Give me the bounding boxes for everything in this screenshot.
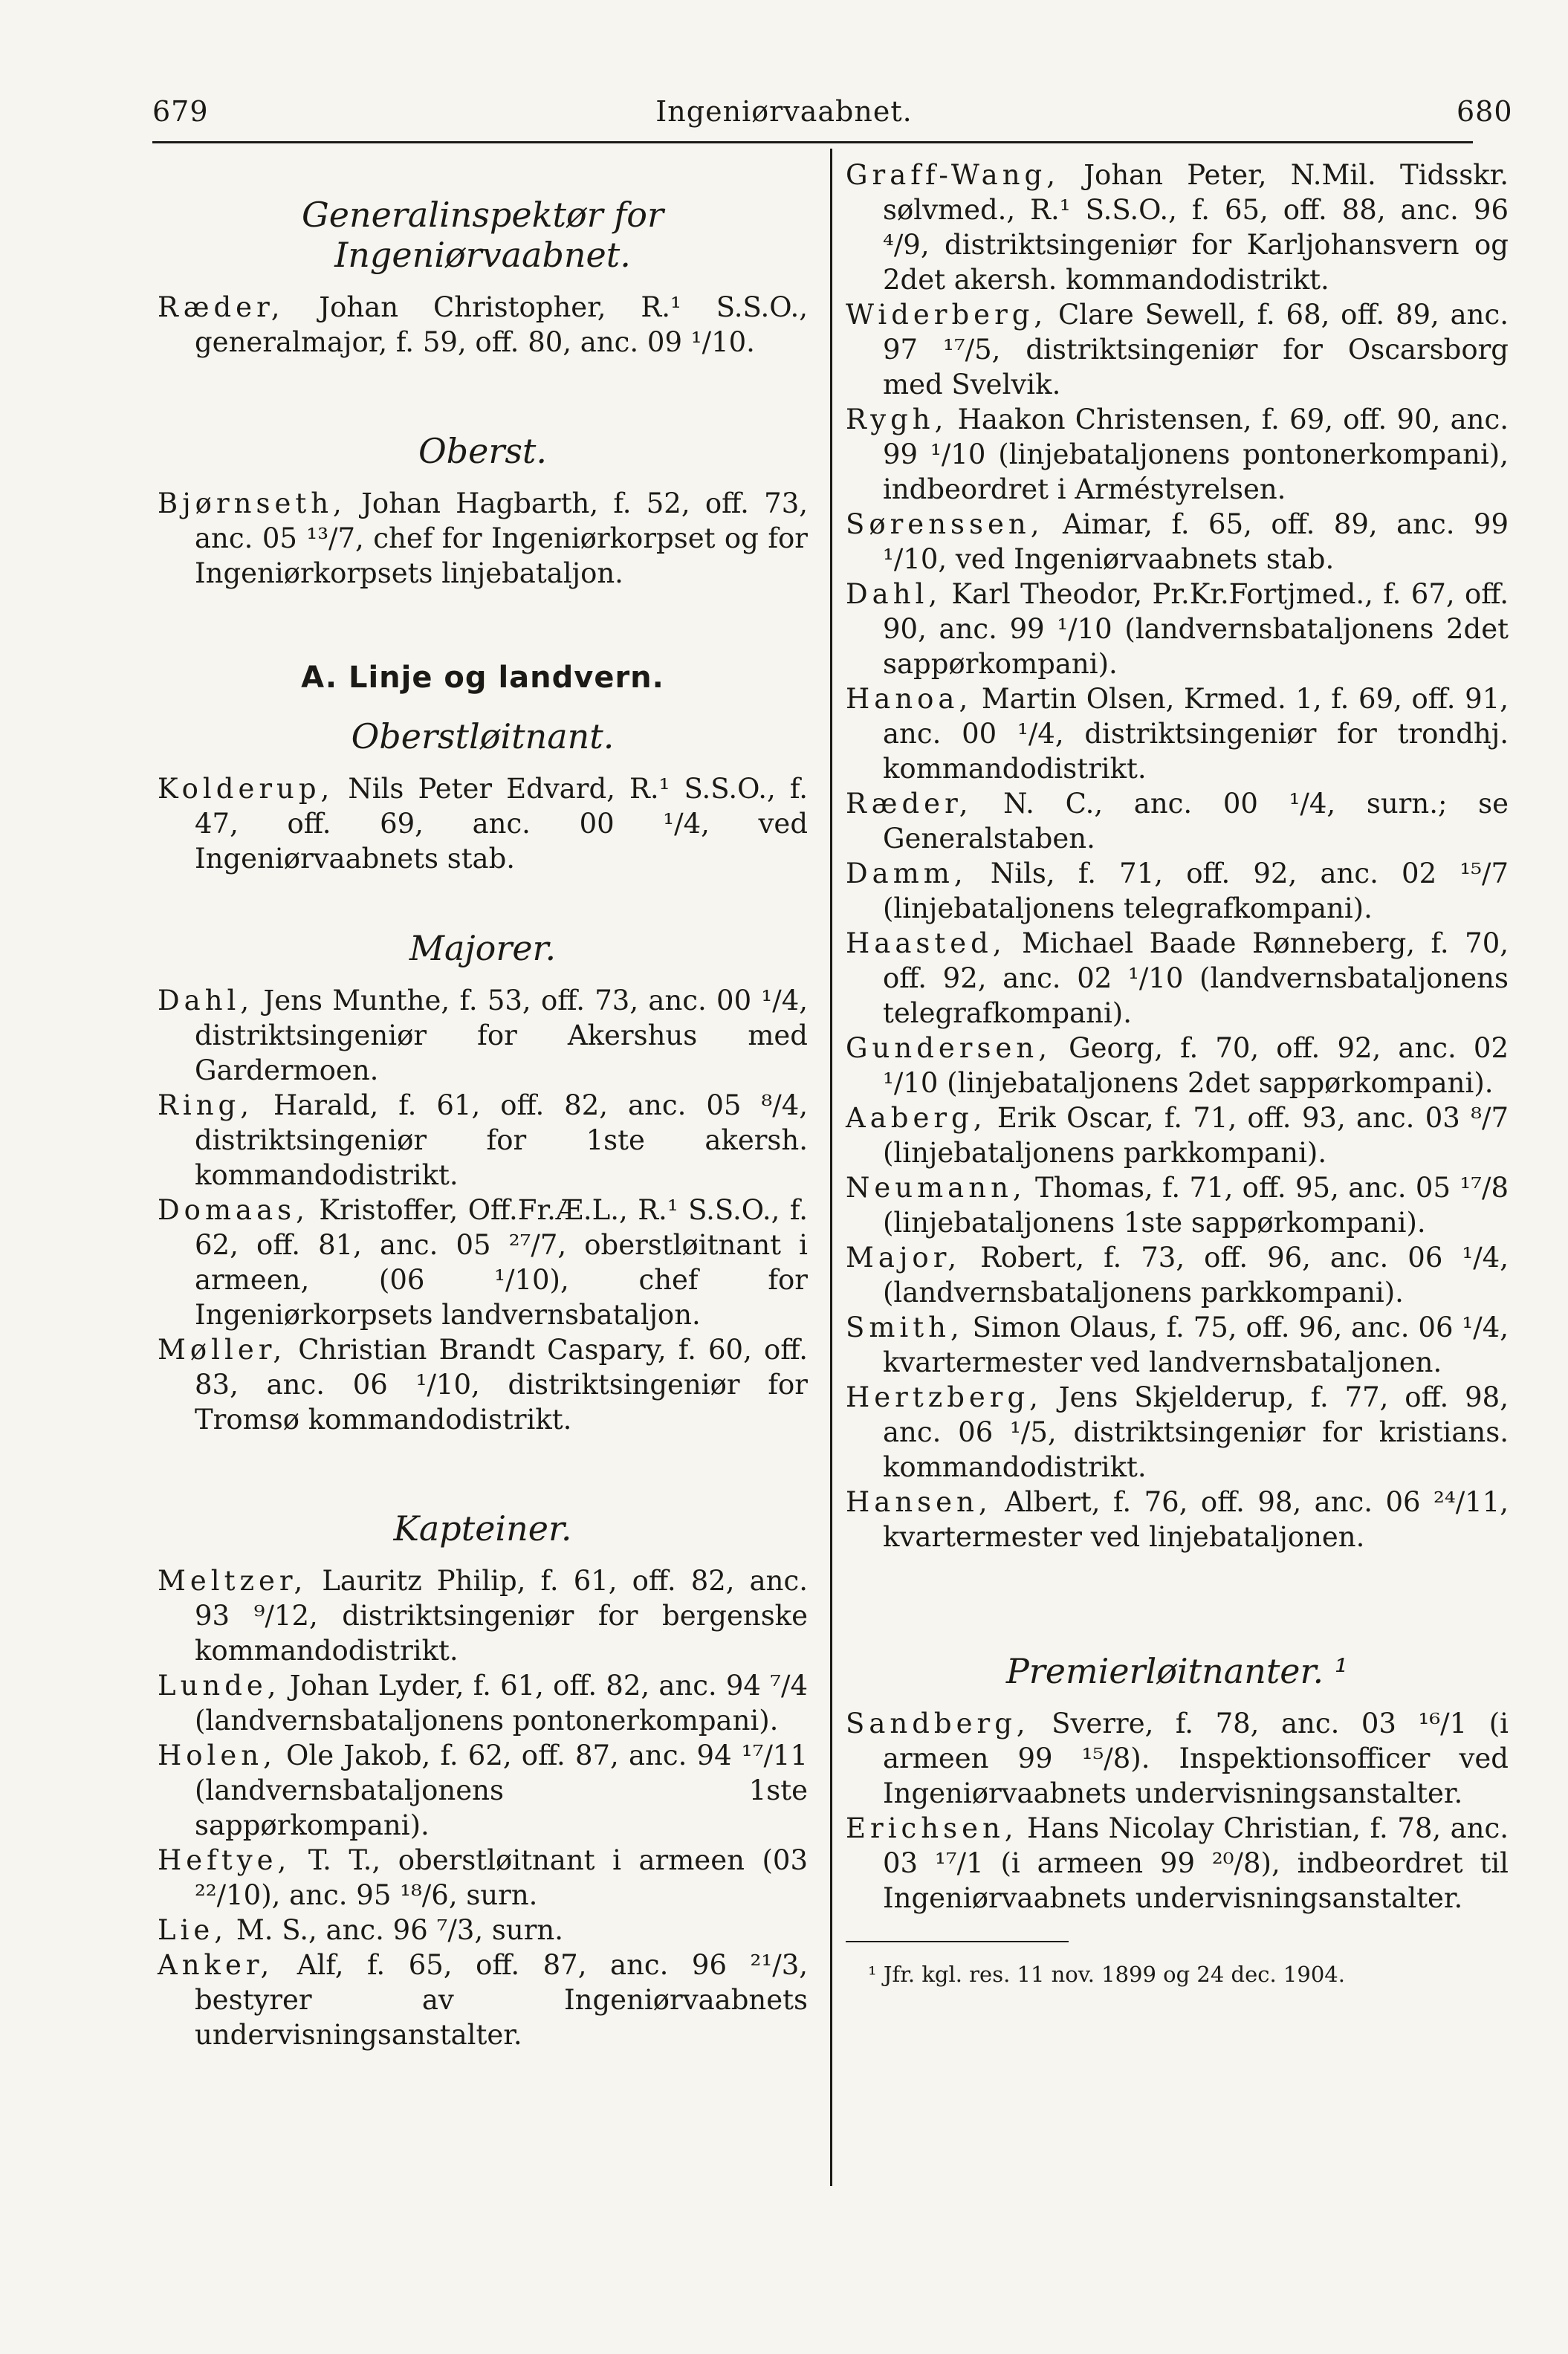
- entry-text: Johan Hagbarth, f. 52, off. 73, anc. 05 ¹³/7, chef for Ingeniørkorpset og for Ingeniørkorpsets linjebataljon.: [195, 487, 808, 589]
- entry-name: Erichsen,: [846, 1812, 1018, 1844]
- entry-text: Erik Oscar, f. 71, off. 93, anc. 03 ⁸/7 (linjebataljonens parkkompani).: [883, 1102, 1509, 1169]
- entry-text: Johan Peter, N.Mil. Tidsskr. sølvmed., R.¹ S.S.O., f. 65, off. 88, anc. 96 ⁴/9, distriktsingeniør for Karljohansvern og 2det akersh. kommandodistrikt.: [883, 159, 1509, 296]
- entry-text: Karl Theodor, Pr.Kr.Fortjmed., f. 67, off. 90, anc. 99 ¹/10 (landvernsbataljonens 2det sappørkompani).: [883, 578, 1509, 680]
- section-heading-kapteiner: Kapteiner.: [393, 1508, 572, 1549]
- entry-name: Ring,: [158, 1089, 253, 1121]
- list-item: [846, 786, 1509, 856]
- list-item: [846, 1380, 1509, 1485]
- list-item: [846, 926, 1509, 1031]
- entry-text: Haakon Christensen, f. 69, off. 90, anc. 99 ¹/10 (linjebataljonens pontonerkompani), indbeordret i Arméstyrelsen.: [883, 403, 1509, 505]
- entry-text: T. T., oberstløitnant i armeen (03 ²²/10), anc. 95 ¹⁸/6, surn.: [195, 1844, 808, 1911]
- page-number-right: 680: [1457, 95, 1513, 128]
- list-item: [846, 1811, 1509, 1916]
- entry-name: Sørenssen,: [846, 508, 1044, 540]
- entry-name: Haasted,: [846, 927, 1006, 959]
- entry-name: Neumann,: [846, 1172, 1026, 1204]
- entry-name: Hanoa,: [846, 683, 973, 715]
- entry-text: Nils Peter Edvard, R.¹ S.S.O., f. 47, off. 69, anc. 00 ¹/4, ved Ingeniørvaabnets stab.: [195, 773, 808, 875]
- entry-text: Martin Olsen, Krmed. 1, f. 69, off. 91, anc. 00 ¹/4, distriktsingeniør for trondhj. kommandodistrikt.: [883, 683, 1509, 785]
- entry-name: Gundersen,: [846, 1032, 1052, 1064]
- entry-text: Lauritz Philip, f. 61, off. 82, anc. 93 ⁹/12, distriktsingeniør for bergenske kommandodistrikt.: [195, 1565, 808, 1667]
- list-item: [158, 1913, 808, 1948]
- entry-name: Hansen,: [846, 1486, 992, 1518]
- list-item: [158, 1332, 808, 1437]
- entry-name: Graff-Wang,: [846, 159, 1060, 191]
- entry-text: Jens Skjelderup, f. 77, off. 98, anc. 06 ¹/5, distriktsingeniør for kristians. kommandodistrikt.: [883, 1381, 1509, 1483]
- running-title: Ingeniørvaabnet.: [655, 95, 913, 128]
- entry-name: Smith,: [846, 1311, 964, 1343]
- entry-name: Rygh,: [846, 403, 948, 435]
- right-column: [846, 158, 1509, 1992]
- entry-text: Kristoffer, Off.Fr.Æ.L., R.¹ S.S.O., f. 62, off. 81, anc. 05 ²⁷/7, oberstløitnant i armeen, (06 ¹/10), chef for Ingeniørkorpsets landvernsbataljon.: [195, 1194, 808, 1331]
- subheading-linje-landvern: A. Linje og landvern.: [301, 661, 664, 695]
- entry-name: Ræder,: [158, 291, 285, 323]
- left-column: [158, 195, 808, 2052]
- section-heading-premierloitnanter: Premierløitnanter. ¹: [1005, 1651, 1349, 1691]
- entry-name: Widerberg,: [846, 299, 1048, 331]
- list-item: [158, 1193, 808, 1332]
- entry-text: Clare Sewell, f. 68, off. 89, anc. 97 ¹⁷/5, distriktsingeniør for Oscarsborg med Svelvik.: [883, 299, 1509, 401]
- entry-name: Kolderup,: [158, 773, 334, 805]
- entry-text: Johan Christopher, R.¹ S.S.O., generalmajor, f. 59, off. 80, anc. 09 ¹/10.: [195, 291, 808, 358]
- entry-name: Hertzberg,: [846, 1381, 1043, 1413]
- entry-name: Lie,: [158, 1914, 228, 1946]
- list-item: [158, 290, 808, 360]
- entry-text: Aimar, f. 65, off. 89, anc. 99 ¹/10, ved Ingeniørvaabnets stab.: [883, 508, 1509, 575]
- entry-name: Bjørnseth,: [158, 487, 346, 519]
- list-item: [158, 983, 808, 1088]
- entry-text: Georg, f. 70, off. 92, anc. 02 ¹/10 (linjebataljonens 2det sappørkompani).: [883, 1032, 1509, 1099]
- list-item: [846, 1031, 1509, 1100]
- list-item: [158, 486, 808, 591]
- entry-name: Møller,: [158, 1334, 287, 1366]
- list-item: [846, 577, 1509, 681]
- section-heading-oberst: Oberst.: [418, 431, 548, 471]
- entry-text: Sverre, f. 78, anc. 03 ¹⁶/1 (i armeen 99 ¹⁵/8). Inspektionsofficer ved Ingeniørvaabnets undervisningsanstalter.: [883, 1708, 1509, 1809]
- entry-text: Thomas, f. 71, off. 95, anc. 05 ¹⁷/8 (linjebataljonens 1ste sappørkompani).: [883, 1172, 1509, 1239]
- entry-text: Robert, f. 73, off. 96, anc. 06 ¹/4, (landvernsbataljonens parkkompani).: [883, 1242, 1509, 1309]
- entry-text: Hans Nicolay Christian, f. 78, anc. 03 ¹⁷/1 (i armeen 99 ²⁰/8), indbeordret til Ingeniørvaabnets undervisningsanstalter.: [883, 1812, 1509, 1914]
- entry-text: Harald, f. 61, off. 82, anc. 05 ⁸/4, distriktsingeniør for 1ste akersh. kommandodistrikt.: [195, 1089, 808, 1191]
- entry-name: Major,: [846, 1242, 962, 1274]
- list-item: [158, 1088, 808, 1193]
- list-item: [846, 1706, 1509, 1811]
- entry-text: Albert, f. 76, off. 98, anc. 06 ²⁴/11, kvartermester ved linjebataljonen.: [883, 1486, 1509, 1553]
- list-item: [846, 681, 1509, 786]
- list-item: [846, 1485, 1509, 1554]
- entry-name: Heftye,: [158, 1844, 291, 1876]
- list-item: [846, 158, 1509, 297]
- list-item: [846, 507, 1509, 577]
- entry-text: N. C., anc. 00 ¹/4, surn.; se Generalstaben.: [883, 788, 1509, 855]
- list-item: [846, 1310, 1509, 1380]
- entry-name: Dahl,: [846, 578, 942, 610]
- list-item: [158, 1948, 808, 2052]
- entry-text: Johan Lyder, f. 61, off. 82, anc. 94 ⁷/4 (landvernsbataljonens pontonerkompani).: [195, 1670, 808, 1737]
- entry-name: Sandberg,: [846, 1708, 1030, 1739]
- page-number-left: 679: [152, 95, 209, 128]
- list-item: [158, 1843, 808, 1913]
- list-item: [846, 297, 1509, 402]
- entry-text: Ole Jakob, f. 62, off. 87, anc. 94 ¹⁷/11 (landvernsbataljonens 1ste sappørkompani).: [195, 1739, 808, 1841]
- list-item: [158, 771, 808, 876]
- entry-text: Nils, f. 71, off. 92, anc. 02 ¹⁵/7 (linjebataljonens telegrafkompani).: [883, 857, 1509, 924]
- entry-text: Jens Munthe, f. 53, off. 73, anc. 00 ¹/4, distriktsingeniør for Akershus med Gardermoen.: [195, 985, 808, 1086]
- entry-name: Meltzer,: [158, 1565, 308, 1597]
- header-rule: [152, 141, 1473, 143]
- footnote-rule: [846, 1941, 1069, 1942]
- entry-text: Michael Baade Rønneberg, f. 70, off. 92, anc. 02 ¹/10 (landvernsbataljonens telegrafkompani).: [883, 927, 1509, 1029]
- entry-name: Ræder,: [846, 788, 973, 820]
- list-item: [846, 1240, 1509, 1310]
- entry-name: Damm,: [846, 857, 968, 889]
- entry-text: Christian Brandt Caspary, f. 60, off. 83, anc. 06 ¹/10, distriktsingeniør for Tromsø kommandodistrikt.: [195, 1334, 808, 1436]
- entry-name: Dahl,: [158, 985, 254, 1016]
- list-item: [846, 856, 1509, 926]
- list-item: [158, 1563, 808, 1668]
- entry-name: Anker,: [158, 1949, 274, 1981]
- entry-text: Alf, f. 65, off. 87, anc. 96 ²¹/3, bestyrer av Ingeniørvaabnets undervisningsanstalter.: [195, 1949, 808, 2051]
- column-divider: [830, 149, 832, 2186]
- entry-text: M. S., anc. 96 ⁷/3, surn.: [227, 1914, 563, 1946]
- section-heading-oberstloitnant: Oberstløitnant.: [351, 716, 615, 756]
- list-item: [158, 1738, 808, 1843]
- list-item: [158, 1668, 808, 1738]
- footnote: ¹ Jfr. kgl. res. 11 nov. 1899 og 24 dec. 1904.: [868, 1962, 1345, 1987]
- list-item: [846, 1170, 1509, 1240]
- entry-text: Simon Olaus, f. 75, off. 96, anc. 06 ¹/4, kvartermester ved landvernsbataljonen.: [883, 1311, 1509, 1378]
- section-heading-generalinspektor: Generalinspektør for Ingeniørvaabnet.: [302, 195, 664, 275]
- entry-name: Holen,: [158, 1739, 276, 1771]
- list-item: [846, 402, 1509, 507]
- entry-name: Lunde,: [158, 1670, 281, 1702]
- entry-name: Domaas,: [158, 1194, 309, 1226]
- entry-name: Aaberg,: [846, 1102, 987, 1134]
- list-item: [846, 1100, 1509, 1170]
- section-heading-majorer: Majorer.: [409, 928, 557, 968]
